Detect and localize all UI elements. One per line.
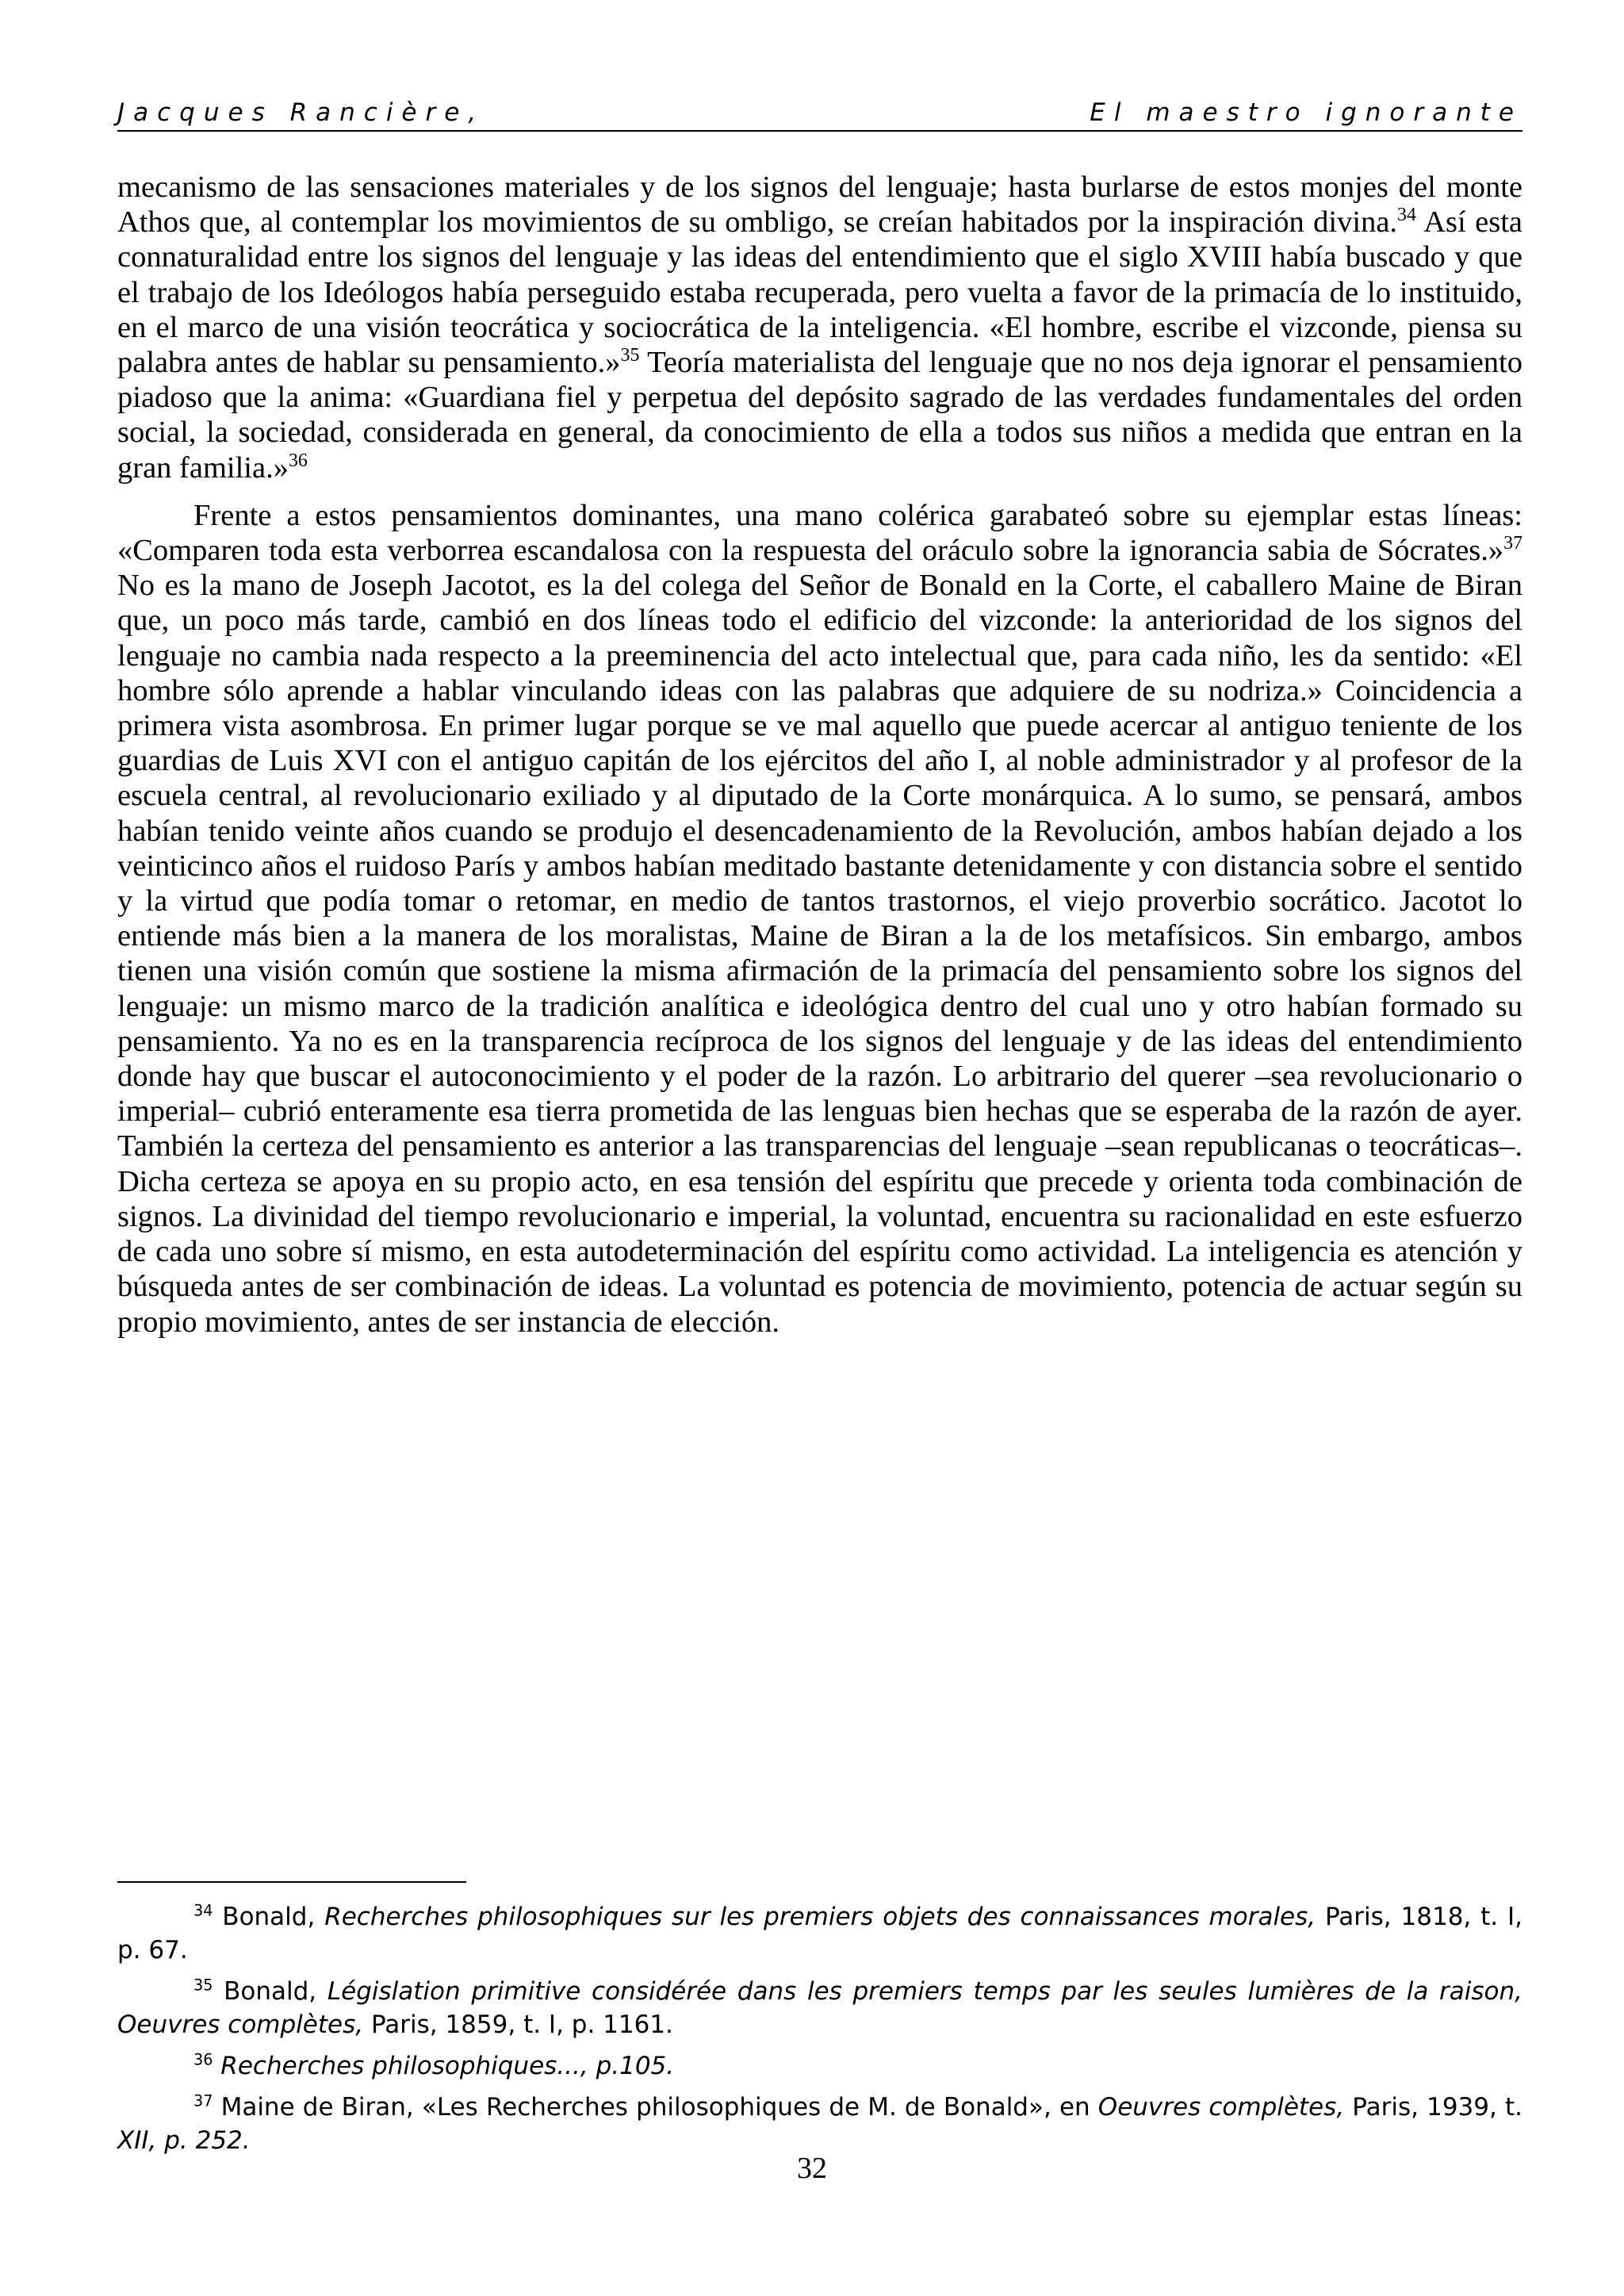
footnote-ref-36[interactable]: 36 — [288, 450, 308, 471]
footnote-36 — [117, 2049, 1522, 2083]
paragraph-2-text-1: Frente a estos pensamientos dominantes, una mano colérica garabateó sobre su ejemplar estas líneas: «Comparen toda esta verborrea escandalosa con la respuesta del oráculo sobre la ignorancia sabia de Sócrates.» — [117, 498, 1522, 568]
footnote-text: Paris, 1859, t. I, p. 1161. — [363, 2010, 673, 2039]
footnote-35 — [117, 1975, 1522, 2041]
footnote-number: 36 — [193, 2050, 213, 2069]
paragraph-1-text-3: Teoría materialista del lenguaje que no nos deja ignorar el pensamiento piadoso que la anima: «Guardiana fiel y perpetua del depósito sagrado de las verdades fundamentales del orden social, la sociedad, considerada en general, da conocimiento de ella a todos sus niños a medida que entran en la gran familia.» — [117, 346, 1522, 485]
paragraph-1 — [117, 170, 1522, 485]
footnote-title: Recherches philosophiques..., p.105. — [220, 2052, 675, 2080]
footnote-title: Recherches philosophiques sur les premiers objets des connaissances morales, — [324, 1903, 1316, 1931]
footnote-34 — [117, 1900, 1522, 1967]
footnote-number: 35 — [193, 1976, 213, 1995]
footnote-text: Paris, 1939, t. — [1344, 2093, 1522, 2122]
footnote-text — [213, 2052, 220, 2080]
body-text — [117, 170, 1522, 1340]
footnote-ref-34[interactable]: 34 — [1397, 205, 1416, 226]
footnote-text: Bonald, — [213, 1903, 325, 1931]
footnote-text: Bonald, — [213, 1977, 327, 2006]
footnote-title: Oeuvres complètes, — [1097, 2093, 1345, 2122]
header-author: Jacques Rancière, — [117, 98, 485, 127]
paragraph-2 — [117, 498, 1522, 1340]
paragraph-1-text-2: Así esta connaturalidad entre los signos del lenguaje y las ideas del entendimiento que el siglo XVIII había buscado y que el trabajo de los Ideólogos había perseguido estaba recuperada, pero vuelta a favor de la primacía de lo instituido, en el marco de una visión teocrática y sociocrática de la inteligencia. «El hombre, escribe el vizconde, piensa su palabra antes de hablar su pensamiento.» — [117, 205, 1523, 380]
footnote-title: XII, p. 252. — [117, 2126, 251, 2155]
paragraph-1-text-1: mecanismo de las sensaciones materiales y de los signos del lenguaje; hasta burlarse de estos monjes del monte Athos que, al contemplar los movimientos de su ombligo, se creían habitados por la inspiración divina. — [117, 171, 1522, 240]
footnote-ref-35[interactable]: 35 — [620, 345, 640, 366]
footnote-text: Paris, 1818, t. I, p. 67. — [117, 1903, 1522, 1964]
page-number: 32 — [797, 2152, 827, 2185]
header-title: El maestro ignorante — [1090, 98, 1522, 127]
footnote-separator — [117, 1881, 466, 1883]
footnotes — [117, 1900, 1522, 2165]
footnote-title: Législation primitive considérée dans les premiers temps par les seules lumières de la raison, Oeuvres complètes, — [117, 1977, 1522, 2039]
footnote-number: 37 — [193, 2091, 213, 2110]
paragraph-2-text-2: No es la mano de Joseph Jacotot, es la del colega del Señor de Bonald en la Corte, el caballero Maine de Biran que, un poco más tarde, cambió en dos líneas todo el edificio del vizconde: la anterioridad de los signos del lenguaje no cambia nada respecto a la preeminencia del acto intelectual que, para cada niño, les da sentido: «El hombre sólo aprende a hablar vinculando ideas con las palabras que adquiere de su nodriza.» Coincidencia a primera vista asombrosa. En primer lugar porque se ve mal aquello que puede acercar al antiguo teniente de los guardias de Luis XVI con el antiguo capitán de los ejércitos del año I, al noble administrador y al profesor de la escuela central, al revolucionario exiliado y al diputado de la Corte monárquica. A lo sumo, se pensará, ambos habían tenido veinte años cuando se produjo el desencadenamiento de la Revolución, ambos habían dejado a los veinticinco años el ruidoso París y ambos habían meditado bastante detenidamente y con distancia sobre el sentido y la virtud que podía tomar o retomar, en medio de tantos trastornos, el viejo proverbio socrático. Jacotot lo entiende más bien a la manera de los moralistas, Maine de Biran a la de los metafísicos. Sin embargo, ambos tienen una visión común que sostiene la misma afirmación de la primacía del pensamiento sobre los signos del lenguaje: un mismo marco de la tradición analítica e ideológica dentro del cual uno y otro habían formado su pensamiento. Ya no es en la transparencia recíproca de los signos del lenguaje y de las ideas del entendimiento donde hay que buscar el autoconocimiento y el poder de la razón. Lo arbitrario del querer –sea revolucionario o imperial– cubrió enteramente esa tierra prometida de las lenguas bien hechas que se esperaba de la razón de ayer. También la certeza del pensamiento es anterior a las transparencias del lenguaje –sean republicanas o teocráticas–. Dicha certeza se apoya en su propio acto, en esa tensión del espíritu que precede y orienta toda combinación de signos. La divinidad del tiempo revolucionario e imperial, la voluntad, encuentra su racionalidad en este esfuerzo de cada uno sobre sí mismo, en esta autodeterminación del espíritu como actividad. La inteligencia es atención y búsqueda antes de ser combinación de ideas. La voluntad es potencia de movimiento, potencia de actuar según su propio movimiento, antes de ser instancia de elección. — [117, 569, 1522, 1339]
footnote-37 — [117, 2091, 1522, 2157]
footnote-number: 34 — [193, 1901, 213, 1920]
footnote-ref-37[interactable]: 37 — [1503, 533, 1522, 554]
running-header — [117, 95, 1522, 132]
footnote-text: Maine de Biran, «Les Recherches philosophiques de M. de Bonald», en — [213, 2093, 1098, 2122]
